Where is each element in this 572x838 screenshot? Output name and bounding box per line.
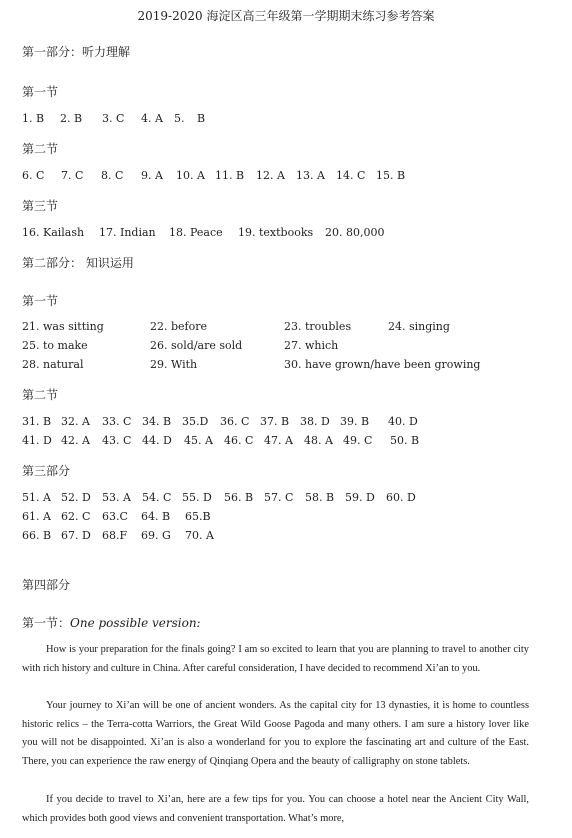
answer-item: 66. B xyxy=(22,529,52,542)
answer-item: 68.F xyxy=(102,529,128,542)
answer-item: 38. D xyxy=(300,415,330,428)
answer-item: 64. B xyxy=(141,510,171,523)
part3-heading: 第三部分 xyxy=(22,464,71,478)
answer-item: 42. A xyxy=(61,434,90,447)
answer-item: 14. C xyxy=(336,169,366,182)
answer-item: 39. B xyxy=(340,415,370,428)
answer-item: 36. C xyxy=(220,415,250,428)
part4-heading: 第四部分 xyxy=(22,578,71,592)
essay-paragraph: If you decide to travel to Xi’an, here are a few tips for you. You can choose a hotel near the Ancient City Wall, which provides both good views and convenient transportation. What’s more, xyxy=(22,794,529,824)
part1-sec2-heading: 第二节 xyxy=(22,142,59,156)
answer-item: 54. C xyxy=(142,491,172,504)
answer-item: 21. was sitting xyxy=(22,320,104,333)
part4-sec1-heading xyxy=(22,614,201,631)
answer-item: 43. C xyxy=(102,434,132,447)
answer-item: 70. A xyxy=(185,529,214,542)
answer-item: 50. B xyxy=(390,434,420,447)
answer-item: 67. D xyxy=(61,529,91,542)
answer-item: 32. A xyxy=(61,415,90,428)
answer-item: 22. before xyxy=(150,320,208,333)
part2-heading: 第二部分： 知识运用 xyxy=(22,256,134,270)
answer-item: 58. B xyxy=(305,491,335,504)
answer-item: 23. troubles xyxy=(284,320,352,333)
answer-item: 9. A xyxy=(141,169,163,182)
answer-item: 25. to make xyxy=(22,339,88,352)
answer-item: 29. With xyxy=(150,358,198,371)
answer-item: 24. singing xyxy=(388,320,450,333)
answer-item: 4. A xyxy=(141,112,163,125)
part1-sec1-heading: 第一节 xyxy=(22,85,59,99)
answer-item: 55. D xyxy=(182,491,212,504)
answer-item: 52. D xyxy=(61,491,91,504)
answer-item: 15. B xyxy=(376,169,406,182)
answer-item: 35.D xyxy=(182,415,209,428)
answer-item: 63.C xyxy=(102,510,128,523)
answer-item: 3. C xyxy=(102,112,125,125)
answer-item: 8. C xyxy=(101,169,124,182)
answer-item: 34. B xyxy=(142,415,172,428)
answer-item: 44. D xyxy=(142,434,172,447)
answer-item: 49. C xyxy=(343,434,373,447)
section-label: 第一节： xyxy=(22,616,71,630)
answer-item: B xyxy=(197,112,206,125)
answer-item: 30. have grown/have been growing xyxy=(284,358,481,371)
answer-item: 40. D xyxy=(388,415,418,428)
answer-item: 62. C xyxy=(61,510,91,523)
answer-item: 11. B xyxy=(215,169,245,182)
answer-item: 48. A xyxy=(304,434,333,447)
answer-item: 47. A xyxy=(264,434,293,447)
version-note: One possible version: xyxy=(70,616,201,630)
part2-sec2-heading: 第二节 xyxy=(22,388,59,402)
answer-item: 60. D xyxy=(386,491,416,504)
document-title: 2019-2020 海淀区高三年级第一学期期末练习参考答案 xyxy=(137,9,435,23)
answer-item: 18. Peace xyxy=(169,226,223,239)
answer-item: 5. xyxy=(174,112,185,125)
answer-item: 33. C xyxy=(102,415,132,428)
answer-item: 20. 80,000 xyxy=(325,226,385,239)
answer-item: 61. A xyxy=(22,510,51,523)
answer-item: 45. A xyxy=(184,434,213,447)
answer-item: 2. B xyxy=(60,112,83,125)
answer-item: 51. A xyxy=(22,491,51,504)
answer-item: 1. B xyxy=(22,112,45,125)
essay-paragraph: Your journey to Xi’an will be one of ancient wonders. As the capital city for 13 dynasties, it is home to countless historic relics – the Terra-cotta Warriors, the Great Wild Goose Pagoda and many others. I am sure a history lover like you will not be disappointed. Xi’an is also a wonderland for you to explore the fascinating art and culture of the East. There, you can experience the raw energy of Qinqiang Opera and the beauty of calligraphy on stone tablets. xyxy=(22,700,529,768)
answer-item: 27. which xyxy=(284,339,339,352)
answer-item: 7. C xyxy=(61,169,84,182)
part2-sec1-heading: 第一节 xyxy=(22,294,59,308)
answer-item: 57. C xyxy=(264,491,294,504)
answer-item: 6. C xyxy=(22,169,45,182)
answer-item: 13. A xyxy=(296,169,325,182)
answer-item: 37. B xyxy=(260,415,290,428)
answer-item: 59. D xyxy=(345,491,375,504)
answer-item: 28. natural xyxy=(22,358,84,371)
answer-item: 56. B xyxy=(224,491,254,504)
answer-item: 41. D xyxy=(22,434,52,447)
answer-item: 46. C xyxy=(224,434,254,447)
answer-item: 26. sold/are sold xyxy=(150,339,243,352)
answer-item: 69. G xyxy=(141,529,171,542)
answer-item: 31. B xyxy=(22,415,52,428)
answer-item: 17. Indian xyxy=(99,226,156,239)
answer-item: 12. A xyxy=(256,169,285,182)
answer-item: 16. Kailash xyxy=(22,226,85,239)
answer-item: 19. textbooks xyxy=(238,226,314,239)
part1-heading: 第一部分：听力理解 xyxy=(22,45,131,59)
answer-item: 53. A xyxy=(102,491,131,504)
essay-paragraph: How is your preparation for the finals going? I am so excited to learn that you are planning to travel to another city with rich history and culture in China. After careful consideration, I have decided to recommend Xi’an to you. xyxy=(22,644,529,674)
part1-sec3-heading: 第三节 xyxy=(22,199,59,213)
answer-item: 65.B xyxy=(185,510,211,523)
answer-item: 10. A xyxy=(176,169,205,182)
